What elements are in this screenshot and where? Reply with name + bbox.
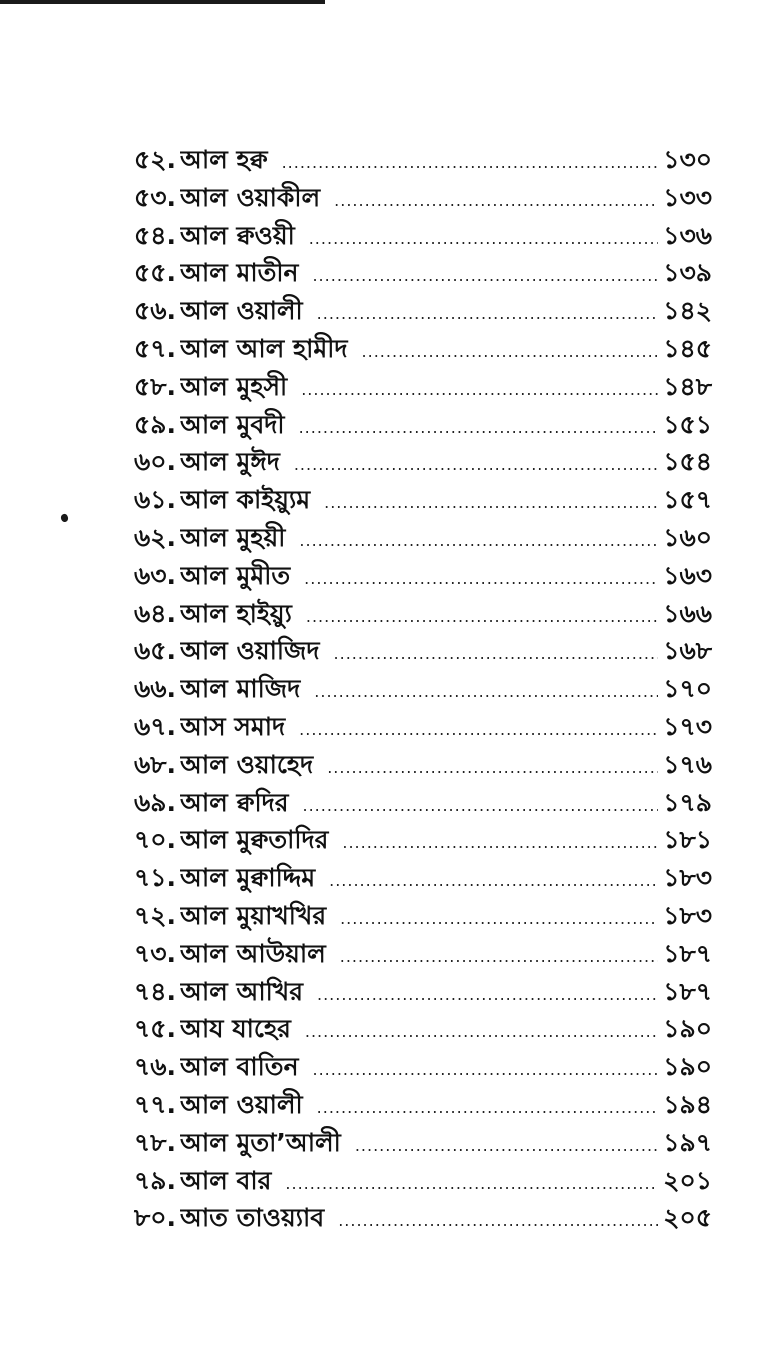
toc-entry-number: ৭১.: [134, 863, 176, 893]
toc-entry-title: আল মুক্বতাদির: [180, 825, 329, 855]
dot-leader: [329, 862, 658, 900]
toc-entry: [120, 973, 712, 1011]
dot-leader: [340, 900, 658, 938]
toc-entry-title: আল ক্বদির: [180, 787, 289, 817]
toc-entry-title: আল ওয়াহেদ: [180, 749, 314, 779]
toc-entry: [120, 821, 712, 859]
dot-leader: [317, 976, 658, 1014]
toc-entry: [120, 632, 712, 670]
toc-entry: [120, 406, 712, 444]
dot-leader: [312, 257, 658, 295]
dot-leader: [306, 598, 658, 636]
toc-entry: [120, 330, 712, 368]
dot-leader: [299, 409, 658, 447]
toc-entry: [120, 217, 712, 255]
toc-entry-page-number: ১৩০: [663, 145, 712, 174]
toc-entry-number: ৭৮.: [134, 1127, 176, 1157]
toc-entry-page-number: ১৫৭: [663, 485, 712, 515]
toc-entry: [120, 557, 712, 595]
toc-entry-title: আয যাহের: [180, 1014, 291, 1044]
toc-entry-page-number: ১৯৪: [663, 1089, 712, 1119]
toc-entry-number: ৭৯.: [134, 1165, 176, 1195]
dot-leader: [309, 220, 658, 258]
toc-entry-title: আল মাতীন: [180, 258, 299, 288]
toc-entry: [120, 1086, 712, 1124]
toc-entry-title: আল হক্ব: [180, 145, 268, 174]
dot-leader: [305, 1013, 658, 1051]
toc-entry-title: আল ক্বওয়ী: [180, 220, 295, 250]
toc-entry: [120, 1162, 712, 1200]
toc-entry-page-number: ১৪২: [663, 296, 712, 326]
toc-entry-number: ৬৭.: [133, 711, 176, 741]
toc-entry-title: আল ওয়াকীল: [180, 182, 321, 212]
toc-entry-title: আল মাজিদ: [180, 674, 301, 704]
toc-entry-page-number: ১৭০: [663, 674, 712, 704]
toc-entry: [120, 254, 712, 292]
dot-leader: [355, 1127, 658, 1165]
toc-entry-number: ৭২.: [133, 900, 176, 930]
toc-entry: [120, 179, 712, 217]
toc-entry-page-number: ১৫১: [663, 409, 712, 439]
toc-entry-number: ৭৩.: [133, 938, 176, 968]
dot-leader: [314, 673, 658, 711]
toc-entry-number: ৬৪.: [134, 598, 176, 628]
toc-entry-title: আল ওয়ালী: [180, 1089, 303, 1119]
toc-entry: [120, 443, 712, 481]
toc-entry-number: ৬২.: [133, 522, 176, 552]
toc-entry-title: আল ওয়াজিদ: [180, 636, 320, 666]
dot-leader: [317, 1089, 658, 1127]
toc-entry-page-number: ১৩৬: [663, 220, 712, 250]
toc-entry-title: আল মুয়াখখির: [180, 900, 327, 930]
toc-entry-number: ৮০.: [134, 1203, 176, 1233]
toc-entry: [120, 897, 712, 935]
toc-entry-page-number: ২০৫: [663, 1203, 712, 1233]
toc-entry-number: ৫৩.: [134, 182, 176, 212]
dot-leader: [324, 484, 658, 522]
toc-entry-page-number: ১৮৩: [663, 863, 712, 893]
toc-entry-number: ৬০.: [133, 447, 176, 477]
toc-entry-page-number: ১৯৭: [663, 1127, 712, 1157]
dot-leader: [301, 371, 658, 409]
toc-entry-title: আল মুহসী: [180, 371, 288, 401]
toc-entry-title: আল মুক্বাদ্দিম: [180, 863, 316, 893]
toc-entry-number: ৭৬.: [133, 1052, 176, 1082]
dot-leader: [362, 333, 658, 371]
toc-entry-number: ৫২.: [134, 145, 176, 174]
toc-entry-number: ৬১.: [134, 485, 176, 515]
toc-entry-page-number: ১৩৯: [663, 258, 712, 288]
toc-entry-page-number: ১৮৩: [663, 900, 712, 930]
toc-entry-title: আল ওয়ালী: [180, 296, 303, 326]
toc-entry-number: ৫৫.: [134, 258, 176, 288]
toc-entry: [120, 708, 712, 746]
dot-leader: [342, 824, 658, 862]
toc-entry-number: ৫৬.: [134, 296, 176, 326]
ink-speck: [60, 513, 70, 523]
toc-entry-number: ৭০.: [133, 825, 176, 855]
toc-entry-title: আত তাওয়্যাব: [180, 1203, 325, 1233]
dot-leader: [302, 787, 658, 825]
dot-leader: [313, 1051, 659, 1089]
toc-entry-number: ৬৯.: [134, 787, 176, 817]
toc-entry-number: ৬৫.: [134, 636, 176, 666]
toc-entry: [120, 1199, 712, 1237]
toc-entry-page-number: ১৩৩: [663, 182, 712, 212]
toc-entry-page-number: ১৬৩: [663, 560, 712, 590]
toc-entry-number: ৫৭.: [134, 333, 176, 363]
toc-entry-page-number: ১৭৬: [663, 749, 712, 779]
toc-entry-page-number: ১৬০: [663, 522, 712, 552]
toc-entry-page-number: ১৪৫: [663, 333, 712, 363]
toc-entry: [120, 1048, 712, 1086]
toc-entry-page-number: ১৬৮: [663, 636, 712, 666]
toc-entry-page-number: ১৪৮: [663, 371, 712, 401]
toc-entry: [120, 595, 712, 633]
toc-entry-number: ৭৭.: [133, 1089, 176, 1119]
toc-entry: [120, 670, 712, 708]
toc-entry-number: ৭৪.: [134, 976, 176, 1006]
toc-entry: [120, 784, 712, 822]
toc-entry-page-number: ১৭৯: [663, 787, 712, 817]
toc-entry-page-number: ১৮৭: [663, 976, 712, 1006]
dot-leader: [338, 1202, 658, 1240]
toc-entry-number: ৫৮.: [134, 371, 176, 401]
table-of-contents: [120, 141, 712, 1237]
toc-entry-title: আল মুতা’আলী: [180, 1127, 341, 1157]
dot-leader: [285, 1165, 658, 1203]
toc-entry-page-number: ২০১: [663, 1165, 712, 1195]
dot-leader: [304, 560, 658, 598]
toc-entry-page-number: ১৮৭: [663, 938, 712, 968]
toc-entry-title: আল হাইয়্যু: [180, 598, 292, 628]
toc-entry-title: আল কাইয়্যুম: [180, 485, 311, 515]
toc-entry-title: আল বাতিন: [180, 1052, 299, 1082]
toc-entry-page-number: ১৯০: [663, 1052, 712, 1082]
dot-leader: [282, 144, 658, 182]
toc-entry: [120, 141, 712, 179]
toc-entry: [120, 1124, 712, 1162]
toc-entry-number: ৭৫.: [134, 1014, 176, 1044]
dot-leader: [340, 938, 658, 976]
toc-entry-title: আল মুমীত: [180, 560, 291, 590]
dot-leader: [334, 635, 658, 673]
toc-entry: [120, 746, 712, 784]
toc-entry-page-number: ১৬৬: [663, 598, 712, 628]
toc-entry-number: ৫৪.: [134, 220, 176, 250]
toc-entry-page-number: ১৯০: [663, 1014, 712, 1044]
toc-entry-page-number: ১৭৩: [663, 711, 712, 741]
toc-entry-title: আল আখির: [180, 976, 303, 1006]
toc-entry-page-number: ১৫৪: [663, 447, 712, 477]
toc-entry-title: আস সমাদ: [180, 711, 286, 741]
toc-entry: [120, 935, 712, 973]
toc-entry-title: আল আউয়াল: [180, 938, 326, 968]
toc-entry: [120, 481, 712, 519]
dot-leader: [317, 295, 658, 333]
toc-entry-number: ৬৬.: [133, 674, 176, 704]
toc-entry: [120, 859, 712, 897]
toc-entry: [120, 368, 712, 406]
top-rule: [0, 0, 325, 4]
toc-entry: [120, 519, 712, 557]
toc-entry-title: আল মুঈদ: [180, 447, 280, 477]
toc-entry: [120, 292, 712, 330]
dot-leader: [334, 182, 658, 220]
toc-entry-title: আল বার: [180, 1165, 272, 1195]
toc-entry-title: আল মুহয়ী: [180, 522, 286, 552]
dot-leader: [299, 711, 658, 749]
toc-entry-number: ৬৮.: [134, 749, 176, 779]
dot-leader: [327, 749, 658, 787]
dot-leader: [294, 446, 658, 484]
toc-entry-title: আল মুবদী: [180, 409, 285, 439]
toc-entry-number: ৫৯.: [134, 409, 176, 439]
toc-entry-title: আল আল হামীদ: [180, 333, 348, 363]
toc-entry-number: ৬৩.: [133, 560, 176, 590]
toc-entry: [120, 1010, 712, 1048]
toc-entry-page-number: ১৮১: [663, 825, 712, 855]
dot-leader: [299, 522, 658, 560]
